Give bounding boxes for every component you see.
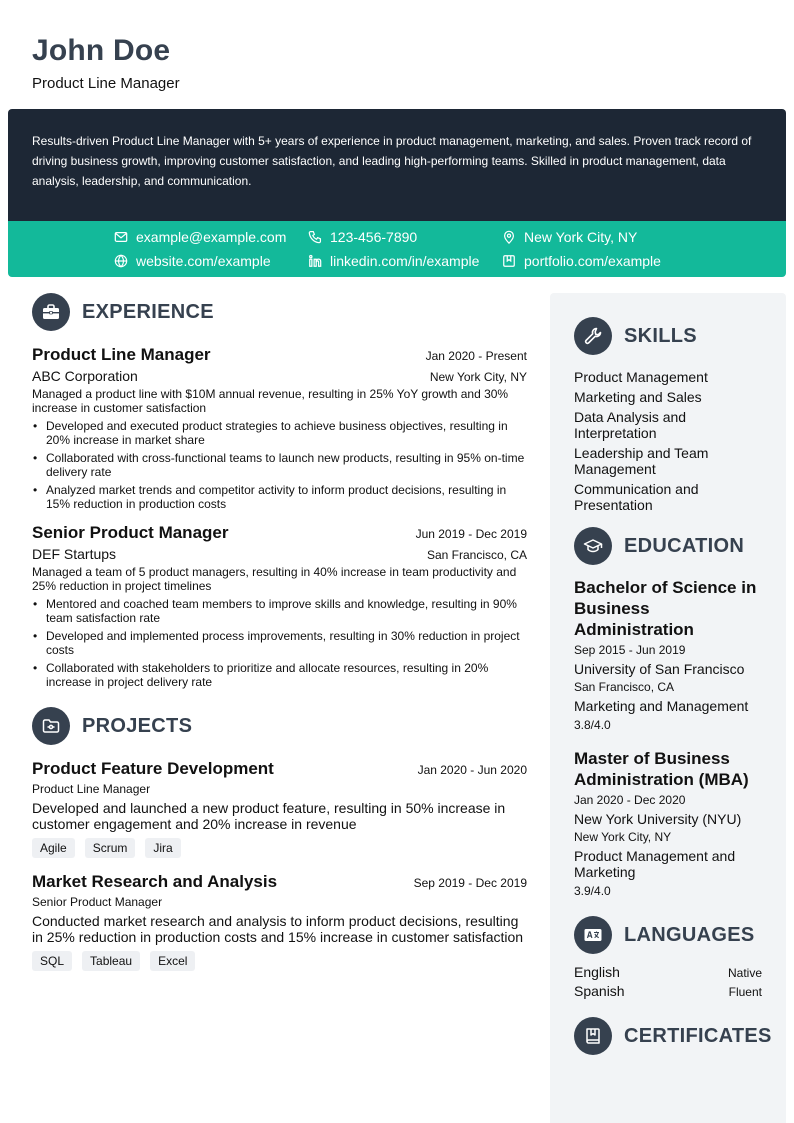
- skill-item: Leadership and Team Management: [574, 445, 709, 477]
- skills-list: [574, 369, 762, 513]
- edu-gpa: 3.9/4.0: [574, 884, 611, 898]
- phone-text: 123-456-7890: [330, 229, 418, 245]
- email-text: example@example.com: [136, 229, 287, 245]
- portfolio-icon: [502, 254, 516, 268]
- project-entry: [32, 759, 527, 858]
- language-name: English: [574, 964, 620, 980]
- contact-website[interactable]: [114, 251, 271, 271]
- languages-title: LANGUAGES: [624, 923, 755, 946]
- education-header: [574, 527, 762, 565]
- portfolio-text: portfolio.com/example: [524, 253, 661, 269]
- language-name: Spanish: [574, 983, 625, 999]
- tag: Agile: [32, 838, 75, 858]
- candidate-name: John Doe: [32, 34, 171, 67]
- contact-linkedin[interactable]: [308, 251, 479, 271]
- project-tags: [32, 838, 527, 858]
- bullet-item: • Collaborated with cross-functional teams to launch new products, resulting in 95% on-time delivery rate: [32, 451, 527, 479]
- linkedin-icon: [308, 254, 322, 268]
- job-entry: [32, 345, 527, 511]
- location-pin-icon: [502, 230, 516, 244]
- language-row: [574, 983, 762, 999]
- wrench-icon: [574, 317, 612, 355]
- skill-item: Marketing and Sales: [574, 389, 702, 405]
- edu-degree: Bachelor of Science in Business Administration: [574, 578, 757, 639]
- job-title: Senior Product Manager: [32, 523, 229, 542]
- tag: Scrum: [85, 838, 136, 858]
- bullet-item: • Analyzed market trends and competitor activity to inform product decisions, resulting in 15% reduction in production costs: [32, 483, 527, 511]
- contact-phone[interactable]: [308, 227, 417, 247]
- bullet-item: • Developed and executed product strategies to achieve business objectives, resulting in 20% increase in market share: [32, 419, 527, 447]
- certificates-header: [574, 1017, 772, 1055]
- resume-header: [32, 34, 180, 92]
- skill-item: Product Management: [574, 369, 708, 385]
- edu-location: New York City, NY: [574, 830, 672, 844]
- projects-header: [32, 707, 527, 745]
- language-level: Native: [727, 966, 762, 980]
- certificate-book-icon: [574, 1017, 612, 1055]
- bullet-item: • Collaborated with stakeholders to prioritize and allocate resources, resulting in 20% increase in project delivery rate: [32, 661, 527, 689]
- edu-location: San Francisco, CA: [574, 680, 675, 694]
- main-column: [32, 293, 527, 971]
- contact-email[interactable]: [114, 227, 286, 247]
- project-date: Jan 2020 - Jun 2020: [417, 763, 527, 777]
- website-text: website.com/example: [136, 253, 271, 269]
- job-entry: [32, 523, 527, 689]
- certificates-title: CERTIFICATES: [624, 1024, 772, 1047]
- tag: SQL: [32, 951, 72, 971]
- education-entry: [574, 577, 762, 732]
- summary-text: Results-driven Product Line Manager with 5+ years of experience in product management, marketing, and sales. Proven track record of driving business growth, improving customer satisfaction, and leading high-performing teams. Skilled in product management, data analysis, leadership, and communication.: [32, 134, 752, 188]
- globe-icon: [114, 254, 128, 268]
- job-bullets: [32, 419, 527, 511]
- edu-school: University of San Francisco: [574, 661, 745, 677]
- graduation-cap-icon: [574, 527, 612, 565]
- edu-field: Marketing and Management: [574, 698, 749, 714]
- translate-icon: [574, 916, 612, 954]
- skills-header: [574, 317, 762, 355]
- bullet-item: • Mentored and coached team members to improve skills and knowledge, resulting in 90% team satisfaction rate: [32, 597, 527, 625]
- contact-bar: [8, 221, 786, 277]
- languages-header: [574, 916, 762, 954]
- briefcase-icon: [32, 293, 70, 331]
- job-company: ABC Corporation: [32, 368, 138, 384]
- project-tags: [32, 951, 527, 971]
- edu-date: Jan 2020 - Dec 2020: [574, 793, 686, 807]
- project-description: Conducted market research and analysis to inform product decisions, resulting in 25% reduction in production costs and 15% increase in customer satisfaction: [32, 913, 524, 945]
- skills-title: SKILLS: [624, 324, 697, 347]
- tag: Jira: [145, 838, 180, 858]
- edu-date: Sep 2015 - Jun 2019: [574, 643, 686, 657]
- education-title: EDUCATION: [624, 534, 745, 557]
- job-company: DEF Startups: [32, 546, 117, 562]
- experience-title: EXPERIENCE: [82, 300, 214, 323]
- edu-degree: Master of Business Administration (MBA): [574, 749, 749, 789]
- job-location: New York City, NY: [429, 370, 527, 384]
- project-date: Sep 2019 - Dec 2019: [413, 876, 527, 890]
- project-description: Developed and launched a new product feature, resulting in 50% increase in customer engagement and 20% increase in revenue: [32, 800, 506, 832]
- job-date: Jun 2019 - Dec 2019: [415, 527, 527, 541]
- sidebar: [550, 293, 786, 1123]
- mail-icon: [114, 230, 128, 244]
- experience-header: [32, 293, 527, 331]
- candidate-title: Product Line Manager: [32, 75, 180, 92]
- project-role: Senior Product Manager: [32, 895, 163, 909]
- project-title: Product Feature Development: [32, 759, 274, 778]
- tag: Tableau: [82, 951, 140, 971]
- tag: Excel: [150, 951, 195, 971]
- languages-list: [574, 964, 762, 999]
- location-text: New York City, NY: [524, 229, 638, 245]
- education-entry: [574, 748, 762, 898]
- contact-portfolio[interactable]: [502, 251, 661, 271]
- folder-icon: [32, 707, 70, 745]
- job-description: Managed a team of 5 product managers, resulting in 40% increase in team productivity and 25% reduction in project timelines: [32, 565, 517, 593]
- job-description: Managed a product line with $10M annual revenue, resulting in 25% YoY growth and 30% increase in customer satisfaction: [32, 387, 509, 415]
- edu-field: Product Management and Marketing: [574, 848, 736, 880]
- job-date: Jan 2020 - Present: [425, 349, 527, 363]
- edu-school: New York University (NYU): [574, 811, 742, 827]
- skill-item: Data Analysis and Interpretation: [574, 409, 687, 441]
- job-bullets: [32, 597, 527, 689]
- language-level: Fluent: [728, 985, 762, 999]
- bullet-item: • Developed and implemented process improvements, resulting in 30% reduction in project costs: [32, 629, 527, 657]
- project-entry: [32, 872, 527, 971]
- skill-item: Communication and Presentation: [574, 481, 699, 513]
- phone-icon: [308, 230, 322, 244]
- contact-location: [502, 227, 637, 247]
- project-role: Product Line Manager: [32, 782, 151, 796]
- linkedin-text: linkedin.com/in/example: [330, 253, 480, 269]
- project-title: Market Research and Analysis: [32, 872, 278, 891]
- language-row: [574, 964, 762, 980]
- edu-gpa: 3.8/4.0: [574, 718, 611, 732]
- job-location: San Francisco, CA: [426, 548, 527, 562]
- summary-section: [8, 109, 786, 221]
- projects-title: PROJECTS: [82, 714, 193, 737]
- job-title: Product Line Manager: [32, 345, 211, 364]
